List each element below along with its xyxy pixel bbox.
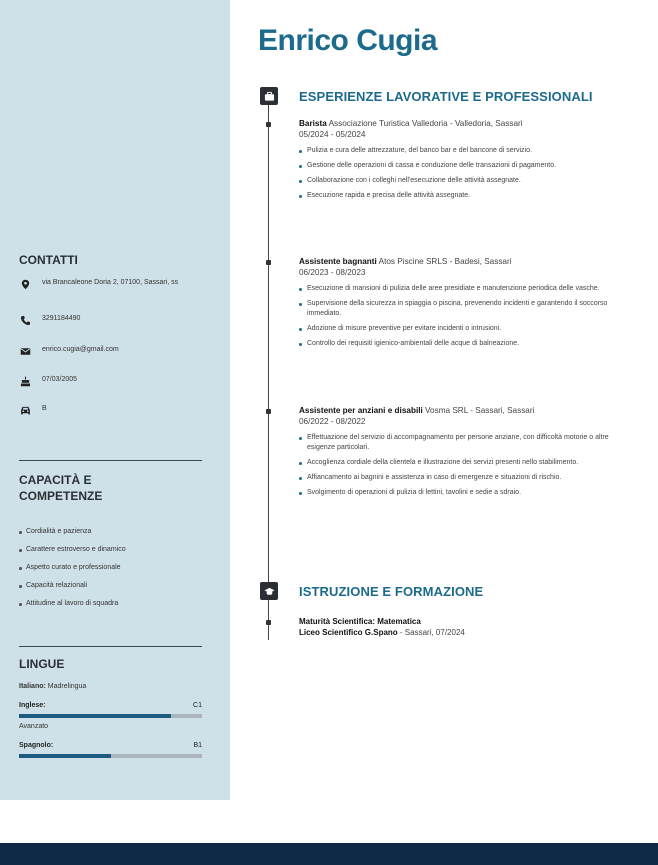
- briefcase-icon: [260, 87, 278, 105]
- language-name: Inglese:: [19, 702, 46, 709]
- language-level-bar: [19, 714, 202, 718]
- language-level-fill: [19, 714, 171, 718]
- job-dates: 06/2023 - 08/2023: [299, 268, 366, 277]
- education-entry: Maturità Scientifica: Matematica Liceo Scientifico G.Spano - Sassari, 07/2024: [299, 617, 465, 637]
- email-text: enrico.cugia@gmail.com: [42, 346, 119, 353]
- job-duties: [299, 146, 635, 201]
- section-divider: [19, 460, 202, 461]
- experience-section-title: ESPERIENZE LAVORATIVE E PROFESSIONALI: [299, 89, 593, 104]
- contacts-title: CONTATTI: [19, 253, 78, 267]
- contact-phone: [19, 314, 209, 326]
- address-text: via Brancaleone Doria 2, 07100, Sassari, ss: [42, 279, 179, 286]
- language-level-fill: [19, 754, 111, 758]
- timeline-line: [268, 100, 269, 640]
- degree: Maturità Scientifica: Matematica: [299, 617, 421, 626]
- skill-item: Capacità relazionali: [19, 581, 126, 591]
- phone-text: 3291184490: [42, 315, 81, 322]
- section-divider: [19, 646, 202, 647]
- skill-item: Attitudine al lavoro di squadra: [19, 599, 126, 609]
- job-company: Atos Piscine SRLS - Badesi, Sassari: [378, 257, 512, 266]
- duty-item: Gestione delle operazioni di cassa e conduzione delle transazioni di pagamento.: [299, 161, 635, 171]
- job-duties: [299, 433, 635, 498]
- footer-bar: [0, 843, 658, 865]
- language-level-bar: [19, 754, 202, 758]
- timeline-dot: [266, 620, 271, 625]
- job-role: Assistente per anziani e disabili: [299, 406, 423, 415]
- timeline-dot: [266, 409, 271, 414]
- license-text: B: [42, 405, 47, 412]
- language-row: [19, 701, 202, 711]
- language-level: C1: [193, 702, 202, 709]
- sidebar: [0, 0, 230, 800]
- job-dates: 06/2022 - 08/2022: [299, 417, 366, 426]
- language-name: Spagnolo:: [19, 742, 54, 749]
- duty-item: Svolgimento di operazioni di pulizia di lettini, tavolini e sedie a sdraio.: [299, 488, 635, 498]
- duty-item: Esecuzione di mansioni di pulizia delle aree presidiate e manutenzione periodica delle vasche.: [299, 284, 635, 294]
- native-language: Italiano: Madrelingua: [19, 683, 87, 690]
- language-level-text: Avanzato: [19, 723, 49, 730]
- car-icon: [19, 404, 31, 416]
- contact-address: [19, 278, 209, 290]
- education-section-title: ISTRUZIONE E FORMAZIONE: [299, 584, 484, 599]
- school-place-date: Sassari, 07/2024: [404, 628, 465, 637]
- skill-item: Carattere estroverso e dinamico: [19, 545, 126, 555]
- duty-item: Effettuazione del servizio di accompagnamento per persone anziane, con difficoltà motorie o altre esigenze particolari.: [299, 433, 635, 453]
- job-entry: [299, 405, 635, 503]
- cake-icon: [19, 375, 31, 387]
- skill-item: Cordialità e pazienza: [19, 527, 126, 537]
- contact-email: [19, 345, 209, 357]
- contact-license: [19, 404, 209, 416]
- graduation-cap-icon: [260, 582, 278, 600]
- language-row: [19, 741, 202, 751]
- duty-item: Collaborazione con i colleghi nell'esecuzione delle attività assegnate.: [299, 176, 635, 186]
- languages-title: LINGUE: [19, 657, 65, 671]
- duty-item: Supervisione della sicurezza in spiaggia o piscina, prevenendo incidenti e garantendo il soccorso immediato.: [299, 299, 635, 319]
- timeline-dot: [266, 122, 271, 127]
- envelope-icon: [19, 345, 31, 357]
- candidate-name: Enrico Cugia: [258, 24, 438, 57]
- duty-item: Pulizia e cura delle attrezzature, del banco bar e del bancone di servizio.: [299, 146, 635, 156]
- job-entry: [299, 118, 635, 206]
- skills-list: [19, 527, 126, 617]
- timeline-dot: [266, 260, 271, 265]
- duty-item: Adozione di misure preventive per evitare incidenti o intrusioni.: [299, 324, 635, 334]
- job-dates: 05/2024 - 05/2024: [299, 130, 366, 139]
- location-pin-icon: [19, 278, 31, 290]
- skills-title: CAPACITÀ E COMPETENZE: [19, 473, 103, 503]
- job-duties: [299, 284, 635, 349]
- duty-item: Esecuzione rapida e precisa delle attività assegnate.: [299, 191, 635, 201]
- duty-item: Affiancamento ai bagnini e assistenza in caso di emergenze e situazioni di rischio.: [299, 473, 635, 483]
- birthdate-text: 07/03/2005: [42, 376, 78, 383]
- job-role: Assistente bagnanti: [299, 257, 377, 266]
- school: Liceo Scientifico G.Spano: [299, 628, 398, 637]
- job-company: Associazione Turistica Valledoria - Valledoria, Sassari: [328, 119, 523, 128]
- duty-item: Accoglienza cordiale della clientela e illustrazione dei servizi presenti nello stabilimento.: [299, 458, 635, 468]
- language-level: B1: [193, 742, 202, 749]
- contact-birthdate: [19, 375, 209, 387]
- job-role: Barista: [299, 119, 327, 128]
- job-entry: [299, 256, 635, 354]
- job-company: Vosma SRL - Sassari, Sassari: [425, 406, 535, 415]
- phone-icon: [19, 314, 31, 326]
- skill-item: Aspetto curato e professionale: [19, 563, 126, 573]
- duty-item: Controllo dei requisiti igienico-ambientali delle acque di balneazione.: [299, 339, 635, 349]
